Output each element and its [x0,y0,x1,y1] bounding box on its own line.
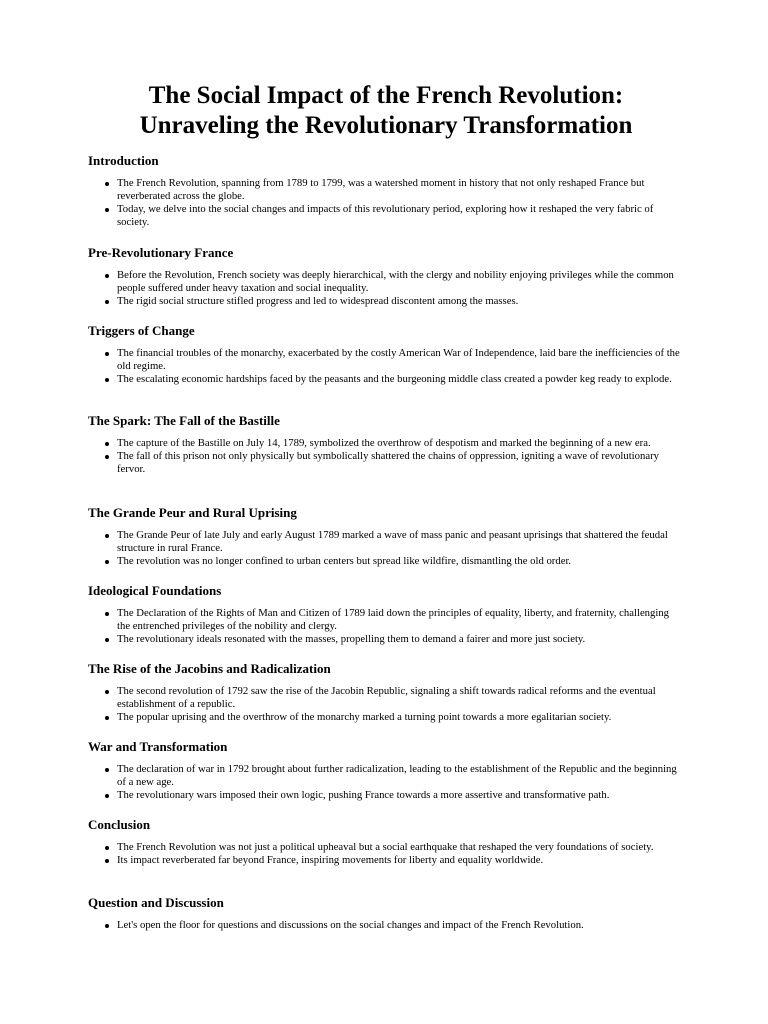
section [88,412,684,476]
title-line-1: The Social Impact of the French Revolution: [148,82,624,109]
list-item: The capture of the Bastille on July 14, 1789, symbolized the overthrow of despotism and marked the beginning of a new era. [117,437,684,450]
bullet-list [88,756,684,802]
bullet-list [88,430,684,476]
page-title [88,81,684,141]
section-heading: Triggers of Change [88,323,195,338]
list-item: The French Revolution was not just a political upheaval but a social earthquake that reshaped the very foundations of society. [117,841,684,854]
list-item: The revolutionary ideals resonated with the masses, propelling them to demand a fairer and more just society. [117,633,684,646]
list-item: The declaration of war in 1792 brought about further radicalization, leading to the establishment of the Republic and the beginning of a new age. [117,763,684,789]
bullet-list [88,678,684,724]
list-item: Let's open the floor for questions and discussions on the social changes and impact of the French Revolution. [117,919,684,932]
list-item: The second revolution of 1792 saw the rise of the Jacobin Republic, signaling a shift towards radical reforms and the eventual establishment of a republic. [117,685,684,711]
section-heading: Pre-Revolutionary France [88,245,234,260]
section [88,816,684,867]
section [88,152,684,229]
list-item: The popular uprising and the overthrow of the monarchy marked a turning point towards a more egalitarian society. [117,711,684,724]
list-item: Before the Revolution, French society was deeply hierarchical, with the clergy and nobility enjoying privileges while the common people suffered under heavy taxation and social inequality. [117,269,684,295]
section-heading: Ideological Foundations [88,583,222,598]
section [88,582,684,646]
section [88,894,684,932]
document-page [88,81,684,931]
list-item: The revolutionary wars imposed their own logic, pushing France towards a more assertive and transformative path. [117,789,684,802]
list-item: The Grande Peur of late July and early August 1789 marked a wave of mass panic and peasant uprisings that shattered the feudal structure in rural France. [117,529,684,555]
section-heading: War and Transformation [88,739,228,754]
section [88,504,684,568]
section-heading: Question and Discussion [88,895,224,910]
bullet-list [88,262,684,308]
bullet-list [88,600,684,646]
list-item: The rigid social structure stifled progress and led to widespread discontent among the masses. [117,295,684,308]
list-item: The French Revolution, spanning from 1789 to 1799, was a watershed moment in history that not only reshaped France but reverberated across the globe. [117,177,684,203]
section [88,322,684,386]
bullet-list [88,912,684,932]
list-item: The revolution was no longer confined to urban centers but spread like wildfire, dismantling the old order. [117,555,684,568]
section [88,660,684,724]
list-item: The fall of this prison not only physically but symbolically shattered the chains of oppression, igniting a wave of revolutionary fervor. [117,450,684,476]
bullet-list [88,522,684,568]
section [88,244,684,308]
section-heading: Introduction [88,153,159,168]
section-heading: The Rise of the Jacobins and Radicalization [88,661,331,676]
bullet-list [88,340,684,386]
bullet-list [88,834,684,867]
list-item: Today, we delve into the social changes and impacts of this revolutionary period, exploring how it reshaped the very fabric of society. [117,203,684,229]
list-item: Its impact reverberated far beyond France, inspiring movements for liberty and equality worldwide. [117,854,684,867]
section-heading: Conclusion [88,817,151,832]
title-line-2: Unraveling the Revolutionary Transformation [139,112,633,139]
list-item: The Declaration of the Rights of Man and Citizen of 1789 laid down the principles of equality, liberty, and fraternity, challenging the entrenched privileges of the nobility and clergy. [117,607,684,633]
section-heading: The Spark: The Fall of the Bastille [88,413,280,428]
bullet-list [88,170,684,229]
list-item: The escalating economic hardships faced by the peasants and the burgeoning middle class created a powder keg ready to explode. [117,373,684,386]
section [88,738,684,802]
section-heading: The Grande Peur and Rural Uprising [88,505,297,520]
list-item: The financial troubles of the monarchy, exacerbated by the costly American War of Independence, laid bare the inefficiencies of the old regime. [117,347,684,373]
